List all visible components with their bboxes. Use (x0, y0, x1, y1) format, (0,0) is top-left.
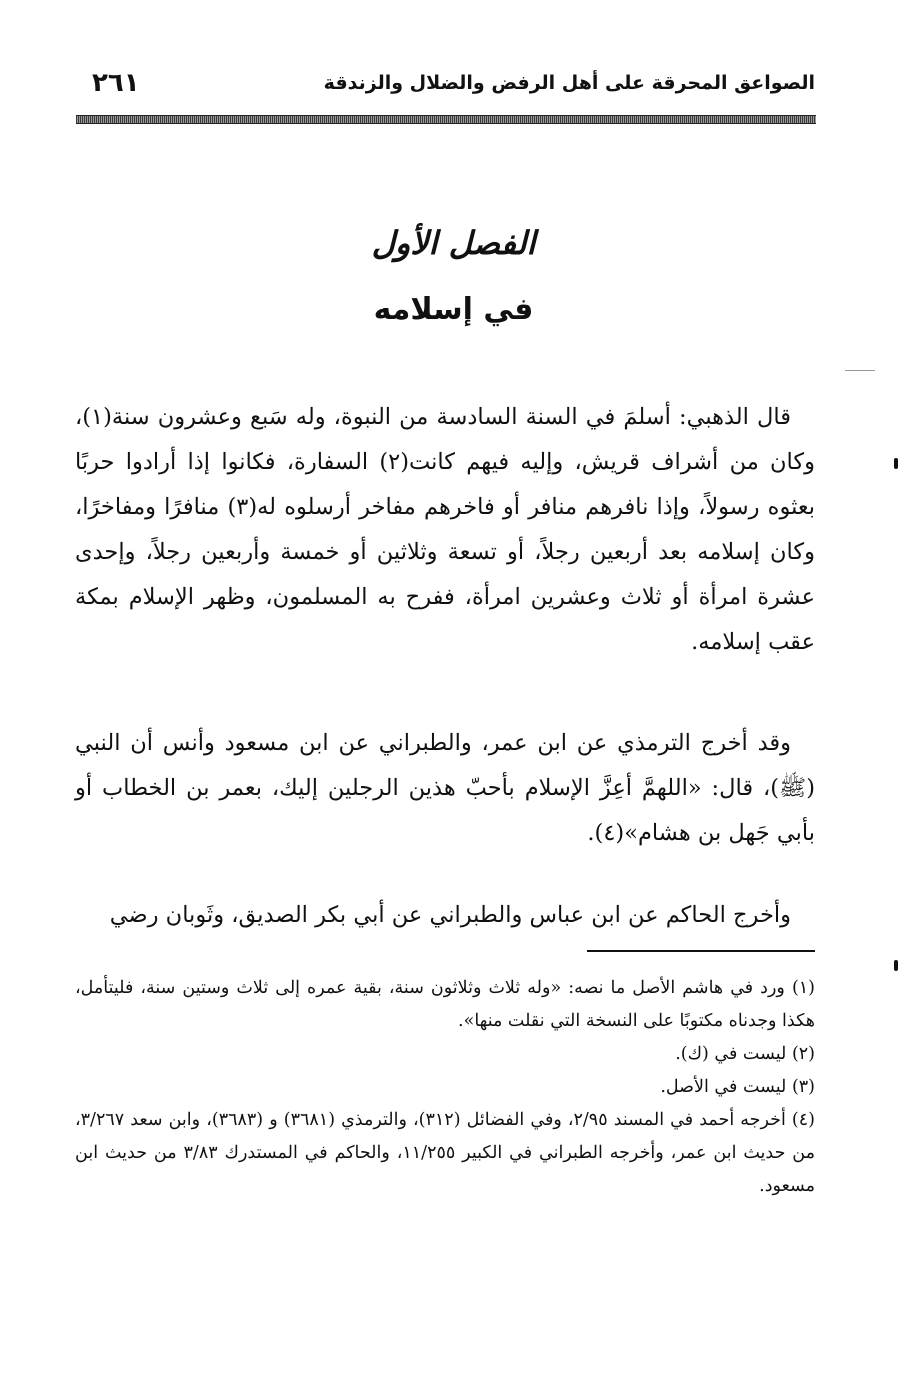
footnote-number: (١) (791, 978, 815, 998)
body-paragraph-1: قال الذهبي: أسلمَ في السنة السادسة من النبوة، وله سَبع وعشرون سنة(١)، وكان من أشراف قريش، وإليه فيهم كانت(٢) السفارة، فكانوا إذا أرادوا حربًا بعثوه رسولاً، وإذا نافرهم منافر أو فاخرهم مفاخر أرسلوه له(٣) منافرًا ومفاخرًا، وكان إسلامه بعد أربعين رجلاً، أو تسعة وثلاثين أو خمسة وأربعين رجلاً، وإحدى عشرة امرأة أو ثلاث وعشرين امرأة، ففرح به المسلمون، وظهر الإسلام بمكة عقب إسلامه. (75, 403, 815, 655)
header-rule (76, 115, 816, 124)
chapter-title: الفصل الأول (371, 224, 536, 262)
running-title: الصواعق المحرقة على أهل الرفض والضلال والزندقة (323, 72, 815, 94)
footnote-3 (75, 1071, 815, 1104)
body-paragraph-3: وأخرج الحاكم عن ابن عباس والطبراني عن أبي بكر الصديق، وثَوبان رضي (109, 901, 791, 928)
footnote-separator (587, 950, 815, 952)
footnote-number: (٤) (791, 1110, 815, 1130)
footnote-text: ليست في الأصل. (660, 1077, 787, 1097)
chapter-subtitle: في إسلامه (373, 292, 534, 327)
footnote-1 (75, 972, 815, 1038)
page-number: ٢٦١ (92, 68, 140, 98)
footnote-text: ورد في هاشم الأصل ما نصه: «وله ثلاث وثلاثون سنة، بقية عمره إلى ثلاث وستين سنة، فليتأمل، هكذا وجدناه مكتوبًا على النسخة التي نقلت منها». (75, 978, 815, 1031)
footnote-4 (75, 1104, 815, 1203)
footnote-number: (٢) (791, 1044, 815, 1064)
scan-artifact-mark (894, 960, 898, 971)
footnote-number: (٣) (791, 1077, 815, 1097)
footnote-2 (75, 1038, 815, 1071)
footnote-text: ليست في (ك). (675, 1044, 787, 1064)
body-paragraph-2: وقد أخرج الترمذي عن ابن عمر، والطبراني عن ابن مسعود وأنس أن النبي (ﷺ)، قال: «اللهمَّ أعِزَّ الإسلام بأحبّ هذين الرجلين إليك، بعمر بن الخطاب أو بأبي جَهل بن هشام»(٤). (75, 729, 815, 846)
scan-artifact-line (845, 370, 875, 371)
footnote-text: أخرجه أحمد في المسند ٢/٩٥، وفي الفضائل (٣١٢)، والترمذي (٣٦٨١) و (٣٦٨٣)، وابن سعد ٣/٢٦٧، من حديث ابن عمر، وأخرجه الطبراني في الكبير ١١/٢٥٥، والحاكم في المستدرك ٣/٨٣ من حديث ابن مسعود. (75, 1110, 815, 1196)
scan-artifact-mark (894, 458, 898, 469)
footnotes (75, 972, 815, 1203)
